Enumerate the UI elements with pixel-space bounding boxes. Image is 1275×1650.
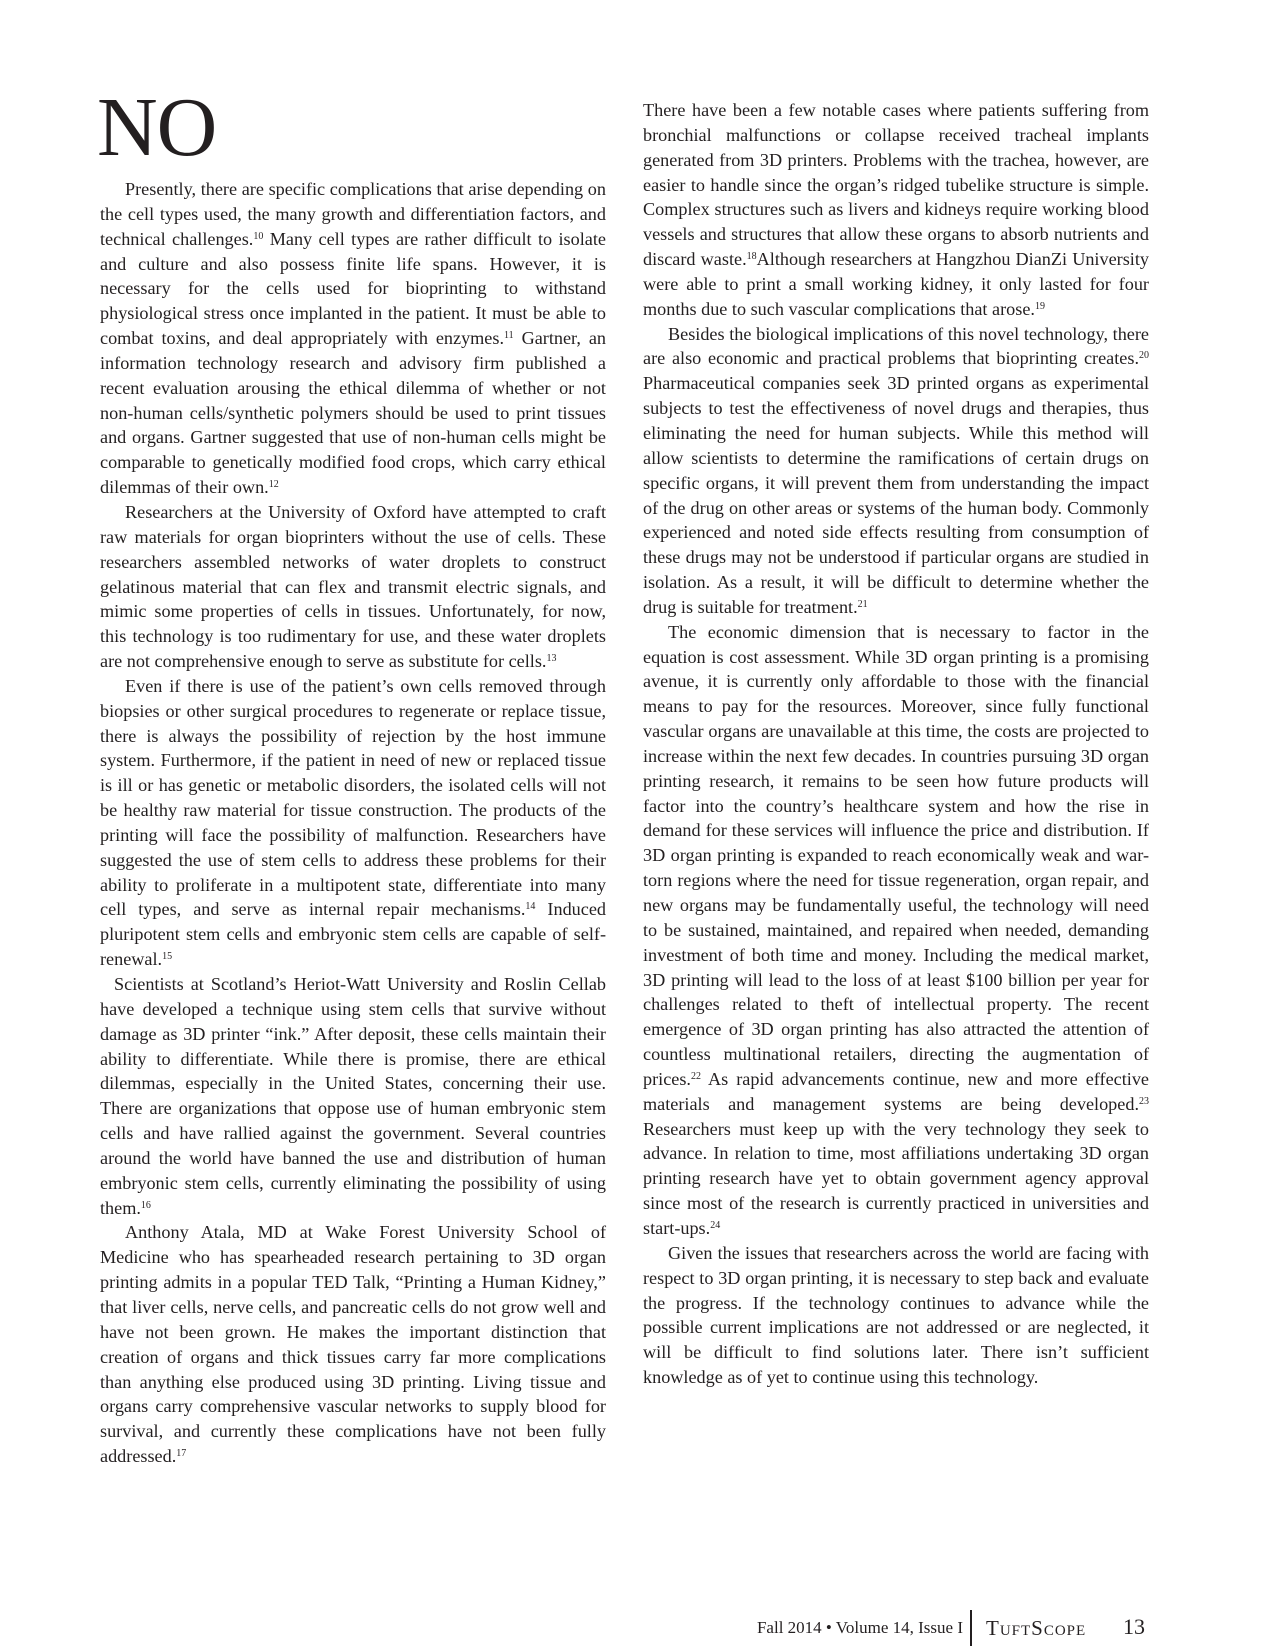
paragraph: Even if there is use of the patient’s own cells removed through biopsies or other surgical procedures to regenerate or replace tissue, there is always the possibility of rejection by the host immune system. Furthermore, if the patient in need of new or replaced tissue is ill or has genetic or metabolic disorders, the isolated cells will not be healthy raw material for tissue construction. The products of the printing will face the possibility of malfunction. Researchers have suggested the use of stem cells to address these problems for their ability to proliferate in a multipotent state, differentiate into many cell types, and serve as internal repair mechanisms.$^{14}$ Induced pluripotent stem cells and embryonic stem cells are capable of self-renewal.$^{15}$ <box>100 675 607 970</box>
publication-name: TuftScope <box>986 1616 1087 1640</box>
paragraph: Given the issues that researchers across the world are facing with respect to 3D organ printing, it is necessary to step back and evaluate the progress. If the technology continues to advance while the possible current implications are not addressed or are neglected, it will be difficult to find solutions later. There isn’t sufficient knowledge as of yet to continue using this technology. <box>643 1242 1149 1388</box>
paragraph: Researchers at the University of Oxford have attempted to craft raw materials for organ bioprinters without the use of cells. These researchers assembled networks of water droplets to construct gelatinous material that can flex and transmit electric signals, and mimic some properties of cells in tissues. Unfortunately, for now, this technology is too rudimentary for use, and these water droplets are not comprehensive enough to serve as substitute for cells.$^{13}$ <box>100 501 606 672</box>
paragraph: Besides the biological implications of this novel technology, there are also economic and practical problems that bioprinting creates.$^{20}$ Pharmaceutical companies seek 3D printed organs as experimental subjects to test the effectiveness of novel drugs and therapies, thus eliminating the need for human subjects. While this method will allow scientists to determine the ramifications of certain drugs on specific organs, it will prevent them from understanding the impact of the drug on other areas or systems of the human body. Commonly experienced and noted side effects resulting from consumption of these drugs may not be understood if particular organs are studied in isolation. As a result, it will be difficult to determine whether the drug is suitable for treatment.$^{21}$ <box>643 323 1149 617</box>
paragraph: Anthony Atala, MD at Wake Forest University School of Medicine who has spearheaded research pertaining to 3D organ printing admits in a popular TED Talk, “Printing a Human Kidney,” that liver cells, nerve cells, and pancreatic cells do not grow well and have not been grown. He makes the important distinction that creation of organs and thick tissues carry far more complications than anything else produced using 3D printing. Living tissue and organs carry comprehensive vascular networks to supply blood for survival, and currently these complications have not been fully addressed.$^{17}$ <box>100 1222 606 1467</box>
left-column <box>100 177 606 1469</box>
right-column <box>643 98 1149 1390</box>
paragraph: Scientists at Scotland’s Heriot-Watt University and Roslin Cellab have developed a technique using stem cells that survive without damage as 3D printer “ink.” After deposit, these cells maintain their ability to differentiate. While there is promise, there are ethical dilemmas, especially in the United States, concerning their use. There are organizations that oppose use of human embryonic stem cells and have rallied against the government. Several countries around the world have banned the use and distribution of human embryonic stem cells, currently eliminating the possibility of using them.$^{16}$ <box>100 974 606 1218</box>
footer-divider <box>970 1610 972 1646</box>
article-heading: NO <box>97 81 217 174</box>
paragraph: There have been a few notable cases where patients suffering from bronchial malfunctions or collapse received tracheal implants generated from 3D printers. Problems with the trachea, however, are easier to handle since the organ’s ridged tubelike structure is simple. Complex structures such as livers and kidneys require working blood vessels and structures that allow these organs to absorb nutrients and discard waste.$^{18}$Although researchers at Hangzhou DianZi University were able to print a small working kidney, it only lasted for four months due to such vascular complications that arose.$^{19}$ <box>643 100 1149 319</box>
paragraph: The economic dimension that is necessary to factor in the equation is cost assessment. While 3D organ printing is a promising avenue, it is currently only affordable to those with the financial means to pay for the resources. Moreover, since fully functional vascular organs are unavailable at this time, the costs are projected to increase within the next few decades. In countries pursuing 3D organ printing research, it remains to be seen how future products will factor into the country’s healthcare system and how the rise in demand for these services will influence the price and distribution. If 3D organ printing is expanded to reach economically weak and war-torn regions where the need for tissue regeneration, organ repair, and new organs may be fundamentally useful, the technology will need to be sustained, maintained, and repaired when needed, demanding investment of both time and money. Including the medical market, 3D printing will lead to the loss of at least $100 billion per year for challenges related to theft of intellectual property. The recent emergence of 3D organ printing has also attracted the attention of countless multinational retailers, directing the augmentation of prices.$^{22}$ As rapid advancements continue, new and more effective materials and management systems are being developed.$^{23}$ Researchers must keep up with the very technology they seek to advance. In relation to time, most affiliations undertaking 3D organ printing research have yet to obtain government agency approval since most of the research is currently practiced in universities and start-ups.$^{24}$ <box>643 621 1149 1238</box>
paragraph: Presently, there are specific complications that arise depending on the cell types used, the many growth and differentiation factors, and technical challenges.$^{10}$ Many cell types are rather difficult to isolate and culture and also possess finite life spans. However, it is necessary for the cells used for bioprinting to withstand physiological stress once implanted in the patient. It must be able to combat toxins, and deal appropriately with enzymes.$^{11}$ Gartner, an information technology research and advisory firm published a recent evaluation arousing the ethical dilemma of whether or not non-human cells/synthetic polymers should be used to print tissues and organs. Gartner suggested that use of non-human cells might be comparable to genetically modified food crops, which carry ethical dilemmas of their own.$^{12}$ <box>100 179 606 498</box>
issue-info: Fall 2014 • Volume 14, Issue I <box>756 1618 963 1637</box>
page-footer <box>0 1608 1275 1648</box>
page-number: 13 <box>1123 1614 1145 1639</box>
